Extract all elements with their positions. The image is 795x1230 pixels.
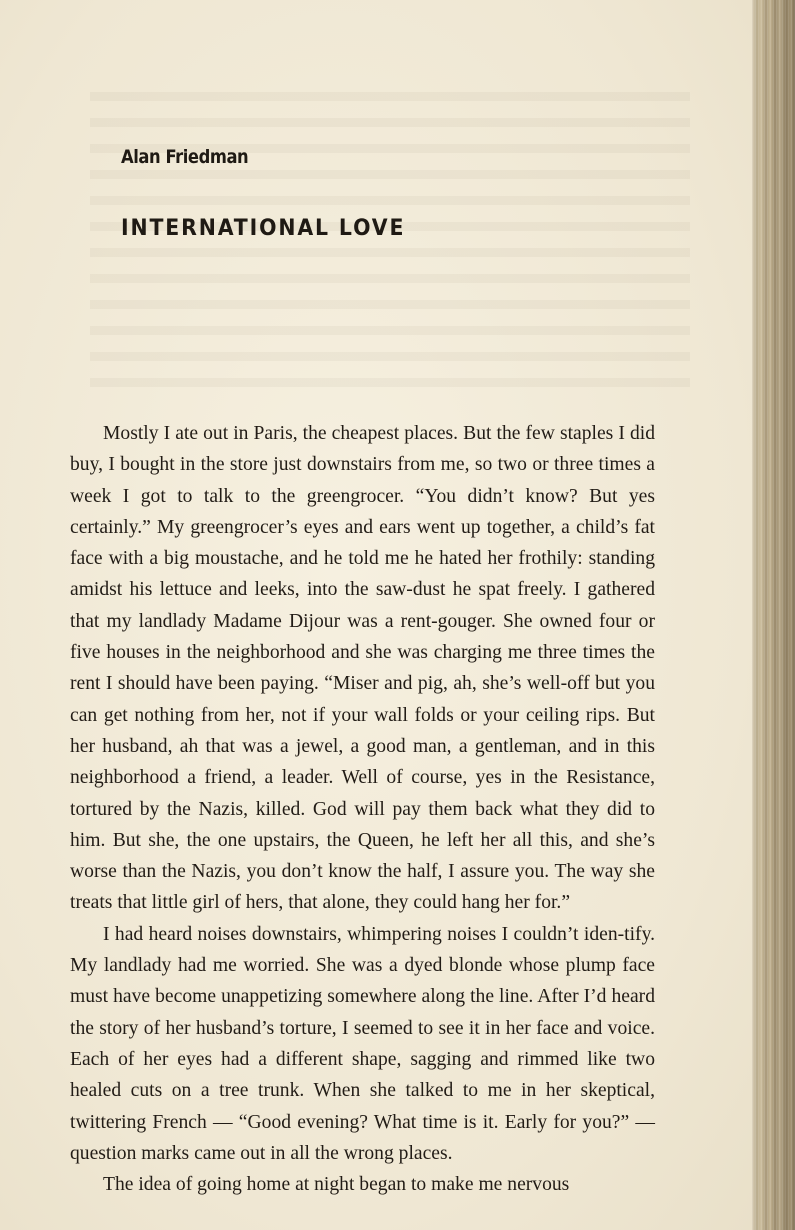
bleed-through-text	[90, 92, 690, 392]
page-stack-edge	[752, 0, 795, 1230]
story-body	[70, 418, 655, 1200]
story-title: INTERNATIONAL LOVE	[121, 216, 406, 241]
paragraph: Mostly I ate out in Paris, the cheapest places. But the few staples I did buy, I bought in the store just downstairs from me, so two or three times a week I got to talk to the greengrocer. “You didn’t know? But yes certainly.” My greengrocer’s eyes and ears went up together, a child’s fat face with a big moustache, and he told me he hated her frothily: standing amidst his lettuce and leeks, into the saw-dust he spat freely. I gathered that my landlady Madame Dijour was a rent-gouger. She owned four or five houses in the neighborhood and she was charging me three times the rent I should have been paying. “Miser and pig, ah, she’s well-off but you can get nothing from her, not if your wall folds or your ceiling rips. But her husband, ah that was a jewel, a good man, a gentleman, and in this neighborhood a friend, a leader. Well of course, yes in the Resistance, tortured by the Nazis, killed. God will pay them back what they did to him. But she, the one upstairs, the Queen, he left her all this, and she’s worse than the Nazis, you don’t know the half, I assure you. The way she treats that little girl of hers, that alone, they could hang her for.”	[70, 423, 655, 914]
paragraph: The idea of going home at night began to make me nervous	[103, 1174, 570, 1196]
author-name: Alan Friedman	[121, 146, 249, 168]
paragraph: I had heard noises downstairs, whimpering noises I couldn’t iden-tify. My landlady had me worried. She was a dyed blonde whose plump face must have become unappetizing somewhere along the line. After I’d heard the story of her husband’s torture, I seemed to see it in her face and voice. Each of her eyes had a different shape, sagging and rimmed like two healed cuts on a tree trunk. When she talked to me in her skeptical, twittering French — “Good evening? What time is it. Early for you?” — question marks came out in all the wrong places.	[70, 923, 655, 1164]
